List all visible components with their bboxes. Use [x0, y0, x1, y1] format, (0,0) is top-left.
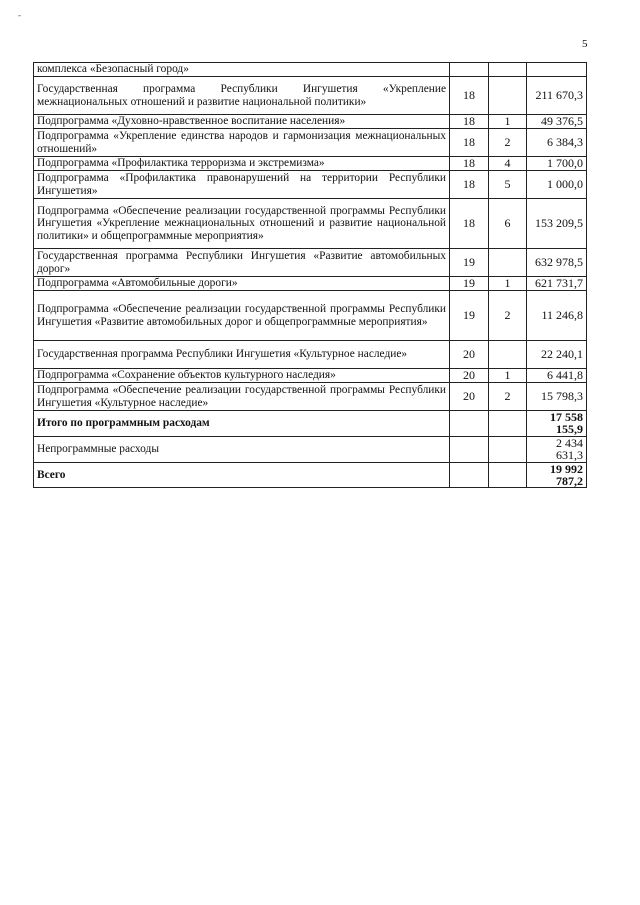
- amount: 49 376,5: [527, 115, 587, 129]
- program-code: 20: [450, 383, 489, 411]
- amount: 211 670,3: [527, 77, 587, 115]
- table-row: [34, 436, 587, 462]
- row-name: Итого по программным расходам: [34, 411, 450, 437]
- subprogram-code: 6: [489, 199, 527, 249]
- subprogram-code: 2: [489, 383, 527, 411]
- program-code: 18: [450, 77, 489, 115]
- subprogram-code: [489, 63, 527, 77]
- row-name: Подпрограмма «Автомобильные дороги»: [34, 277, 450, 291]
- subprogram-code: 5: [489, 171, 527, 199]
- table-row: [34, 383, 587, 411]
- program-code: 19: [450, 277, 489, 291]
- subprogram-code: 1: [489, 277, 527, 291]
- table-row: [34, 291, 587, 341]
- program-code: [450, 63, 489, 77]
- amount: 1 700,0: [527, 157, 587, 171]
- program-code: 18: [450, 157, 489, 171]
- budget-table: [33, 62, 587, 488]
- program-code: 18: [450, 199, 489, 249]
- row-name: Подпрограмма «Сохранение объектов культурного наследия»: [34, 369, 450, 383]
- table-row: [34, 249, 587, 277]
- program-code: 20: [450, 369, 489, 383]
- row-name: Подпрограмма «Профилактика правонарушений на территории Республики Ингушетия»: [34, 171, 450, 199]
- table-row: [34, 277, 587, 291]
- amount: 621 731,7: [527, 277, 587, 291]
- table-row: [34, 462, 587, 488]
- amount: 153 209,5: [527, 199, 587, 249]
- table-row: [34, 129, 587, 157]
- row-name: Государственная программа Республики Ингушетия «Развитие автомобильных дорог»: [34, 249, 450, 277]
- row-name: Подпрограмма «Обеспечение реализации государственной программы Республики Ингушетия «Укрепление межнациональных отношений и развитие национальной политики» и общепрограммные мероприятия»: [34, 199, 450, 249]
- table-row: [34, 341, 587, 369]
- subprogram-code: [489, 249, 527, 277]
- amount: 15 798,3: [527, 383, 587, 411]
- table-row: [34, 171, 587, 199]
- subprogram-code: 2: [489, 291, 527, 341]
- corner-mark: -: [18, 10, 21, 20]
- row-name: Подпрограмма «Укрепление единства народов и гармонизация межнациональных отношений»: [34, 129, 450, 157]
- table-row: [34, 63, 587, 77]
- amount: 22 240,1: [527, 341, 587, 369]
- subprogram-code: [489, 77, 527, 115]
- subprogram-code: 1: [489, 115, 527, 129]
- row-name: комплекса «Безопасный город»: [34, 63, 450, 77]
- amount: 1 000,0: [527, 171, 587, 199]
- subprogram-code: [489, 462, 527, 488]
- row-name: Подпрограмма «Духовно-нравственное воспитание населения»: [34, 115, 450, 129]
- row-name: Подпрограмма «Обеспечение реализации государственной программы Республики Ингушетия «Развитие автомобильных дорог и общепрограммные мероприятия»: [34, 291, 450, 341]
- subprogram-code: [489, 436, 527, 462]
- row-name: Подпрограмма «Обеспечение реализации государственной программы Республики Ингушетия «Культурное наследие»: [34, 383, 450, 411]
- amount: 6 441,8: [527, 369, 587, 383]
- program-code: 18: [450, 171, 489, 199]
- table-row: [34, 411, 587, 437]
- subprogram-code: [489, 411, 527, 437]
- table-row: [34, 199, 587, 249]
- amount: 632 978,5: [527, 249, 587, 277]
- subprogram-code: 1: [489, 369, 527, 383]
- table-row: [34, 115, 587, 129]
- amount: 19 992 787,2: [527, 462, 587, 488]
- amount: [527, 63, 587, 77]
- row-name: Непрограммные расходы: [34, 436, 450, 462]
- budget-table-body: [34, 63, 587, 488]
- subprogram-code: 4: [489, 157, 527, 171]
- program-code: [450, 411, 489, 437]
- subprogram-code: 2: [489, 129, 527, 157]
- program-code: [450, 436, 489, 462]
- program-code: [450, 462, 489, 488]
- row-name: Государственная программа Республики Ингушетия «Культурное наследие»: [34, 341, 450, 369]
- amount: 11 246,8: [527, 291, 587, 341]
- table-row: [34, 157, 587, 171]
- row-name: Государственная программа Республики Ингушетия «Укрепление межнациональных отношений и развитие национальной политики»: [34, 77, 450, 115]
- subprogram-code: [489, 341, 527, 369]
- table-row: [34, 77, 587, 115]
- amount: 17 558 155,9: [527, 411, 587, 437]
- program-code: 19: [450, 291, 489, 341]
- program-code: 18: [450, 115, 489, 129]
- row-name: Подпрограмма «Профилактика терроризма и экстремизма»: [34, 157, 450, 171]
- row-name: Всего: [34, 462, 450, 488]
- amount: 6 384,3: [527, 129, 587, 157]
- amount: 2 434 631,3: [527, 436, 587, 462]
- page-number: 5: [582, 38, 588, 50]
- program-code: 18: [450, 129, 489, 157]
- program-code: 20: [450, 341, 489, 369]
- table-row: [34, 369, 587, 383]
- program-code: 19: [450, 249, 489, 277]
